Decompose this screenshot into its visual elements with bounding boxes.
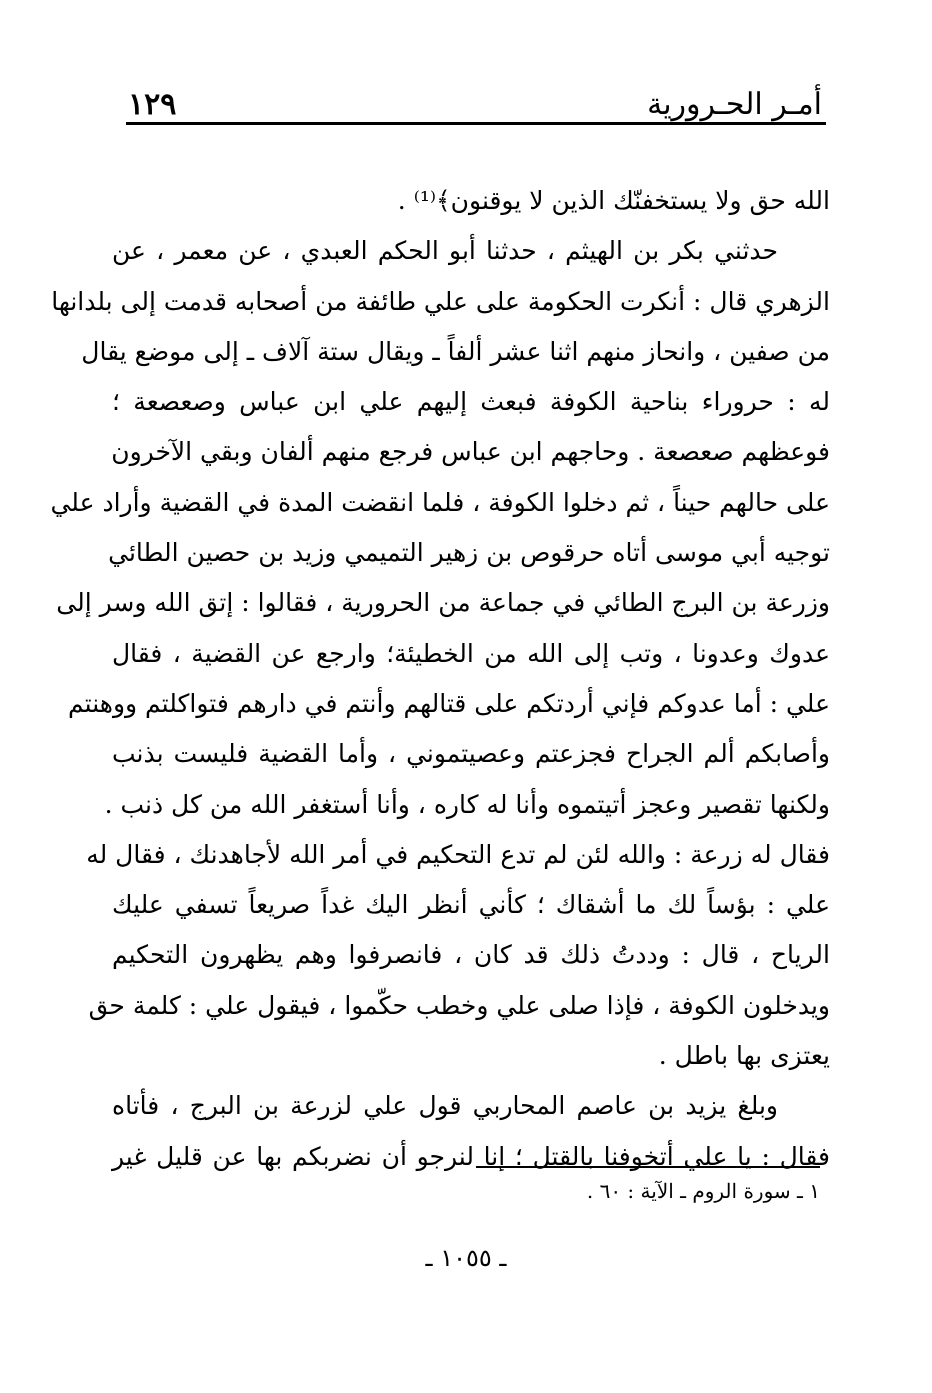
text-line: ويدخلون الكوفة ، فإذا صلى علي وخطب حكّموا ، فيقول علي : كلمة حق xyxy=(88,990,830,1020)
text-line: الرياح ، قال : وددتُ ذلك قد كان ، فانصرفوا وهم يظهرون التحكيم xyxy=(112,940,830,970)
text-line: له : حروراء بناحية الكوفة فبعث إليهم علي ابن عباس وصعصعة ؛ xyxy=(112,387,830,417)
running-head xyxy=(128,72,822,122)
page-number: ١٢٩ xyxy=(128,87,177,122)
text-line: حدثني بكر بن الهيثم ، حدثنا أبو الحكم العبدي ، عن معمر ، عن xyxy=(112,236,778,266)
text-line: توجيه أبي موسى أتاه حرقوص بن زهير التميمي وزيد بن حصين الطائي xyxy=(108,538,830,568)
text-line: على حالهم حيناً ، ثم دخلوا الكوفة ، فلما انقضت المدة في القضية وأراد علي xyxy=(50,487,830,517)
text-line: الزهري قال : أنكرت الحكومة على علي طائفة من أصحابه قدمت إلى بلدانها xyxy=(51,286,830,316)
text-line: فوعظهم صعصعة . وحاجهم ابن عباس فرجع منهم ألفان وبقي الآخرون xyxy=(111,437,830,467)
text-line: وأصابكم ألم الجراح فجزعتم وعصيتموني ، وأما القضية فليست بذنب xyxy=(112,739,830,769)
text-line: من صفين ، وانحاز منهم اثنا عشر ألفاً ـ ويقال ستة آلاف ـ إلى موضع يقال xyxy=(81,336,830,366)
header-rule xyxy=(126,122,826,125)
footnote: ١ ـ سورة الروم ـ الآية : ٦٠ . xyxy=(586,1179,820,1203)
text-line: وبلغ يزيد بن عاصم المحاربي قول علي لزرعة بن البرج ، فأتاه xyxy=(112,1091,778,1121)
folio-number: ـ ١٠٥٥ ـ xyxy=(425,1244,507,1272)
text-line: فقال : يا علي أتخوفنا بالقتل ؛ إنا لنرجو أن نضربكم بها عن قليل غير xyxy=(112,1141,830,1171)
text-line: علي : بؤساً لك ما أشقاك ؛ كأني أنظر اليك غداً صريعاً تسفي عليك xyxy=(112,890,830,920)
body-text xyxy=(50,176,830,1182)
text-line: فقال له زرعة : والله لئن لم تدع التحكيم في أمر الله لأجاهدنك ، فقال له xyxy=(86,839,830,869)
text-line: علي : أما عدوكم فإني أردتكم على قتالهم وأنتم في دارهم فتواكلتم ووهنتم xyxy=(68,688,830,718)
running-head-title: أمـر الحـرورية xyxy=(647,87,822,122)
text-line: يعتزى بها باطل . xyxy=(658,1041,830,1071)
text-line: عدوك وعدونا ، وتب إلى الله من الخطيئة؛ وارجع عن القضية ، فقال xyxy=(112,638,830,668)
footnote-rule xyxy=(476,1166,820,1168)
text-line: وزرعة بن البرج الطائي في جماعة من الحرورية ، فقالوا : إتق الله وسر إلى xyxy=(56,588,830,618)
text-line: الله حق ولا يستخفنّك الذين لا يوقنون﴾⁽¹⁾ . xyxy=(397,186,830,215)
text-line: ولكنها تقصير وعجز أتيتموه وأنا له كاره ، وأنا أستغفر الله من كل ذنب . xyxy=(104,789,830,819)
